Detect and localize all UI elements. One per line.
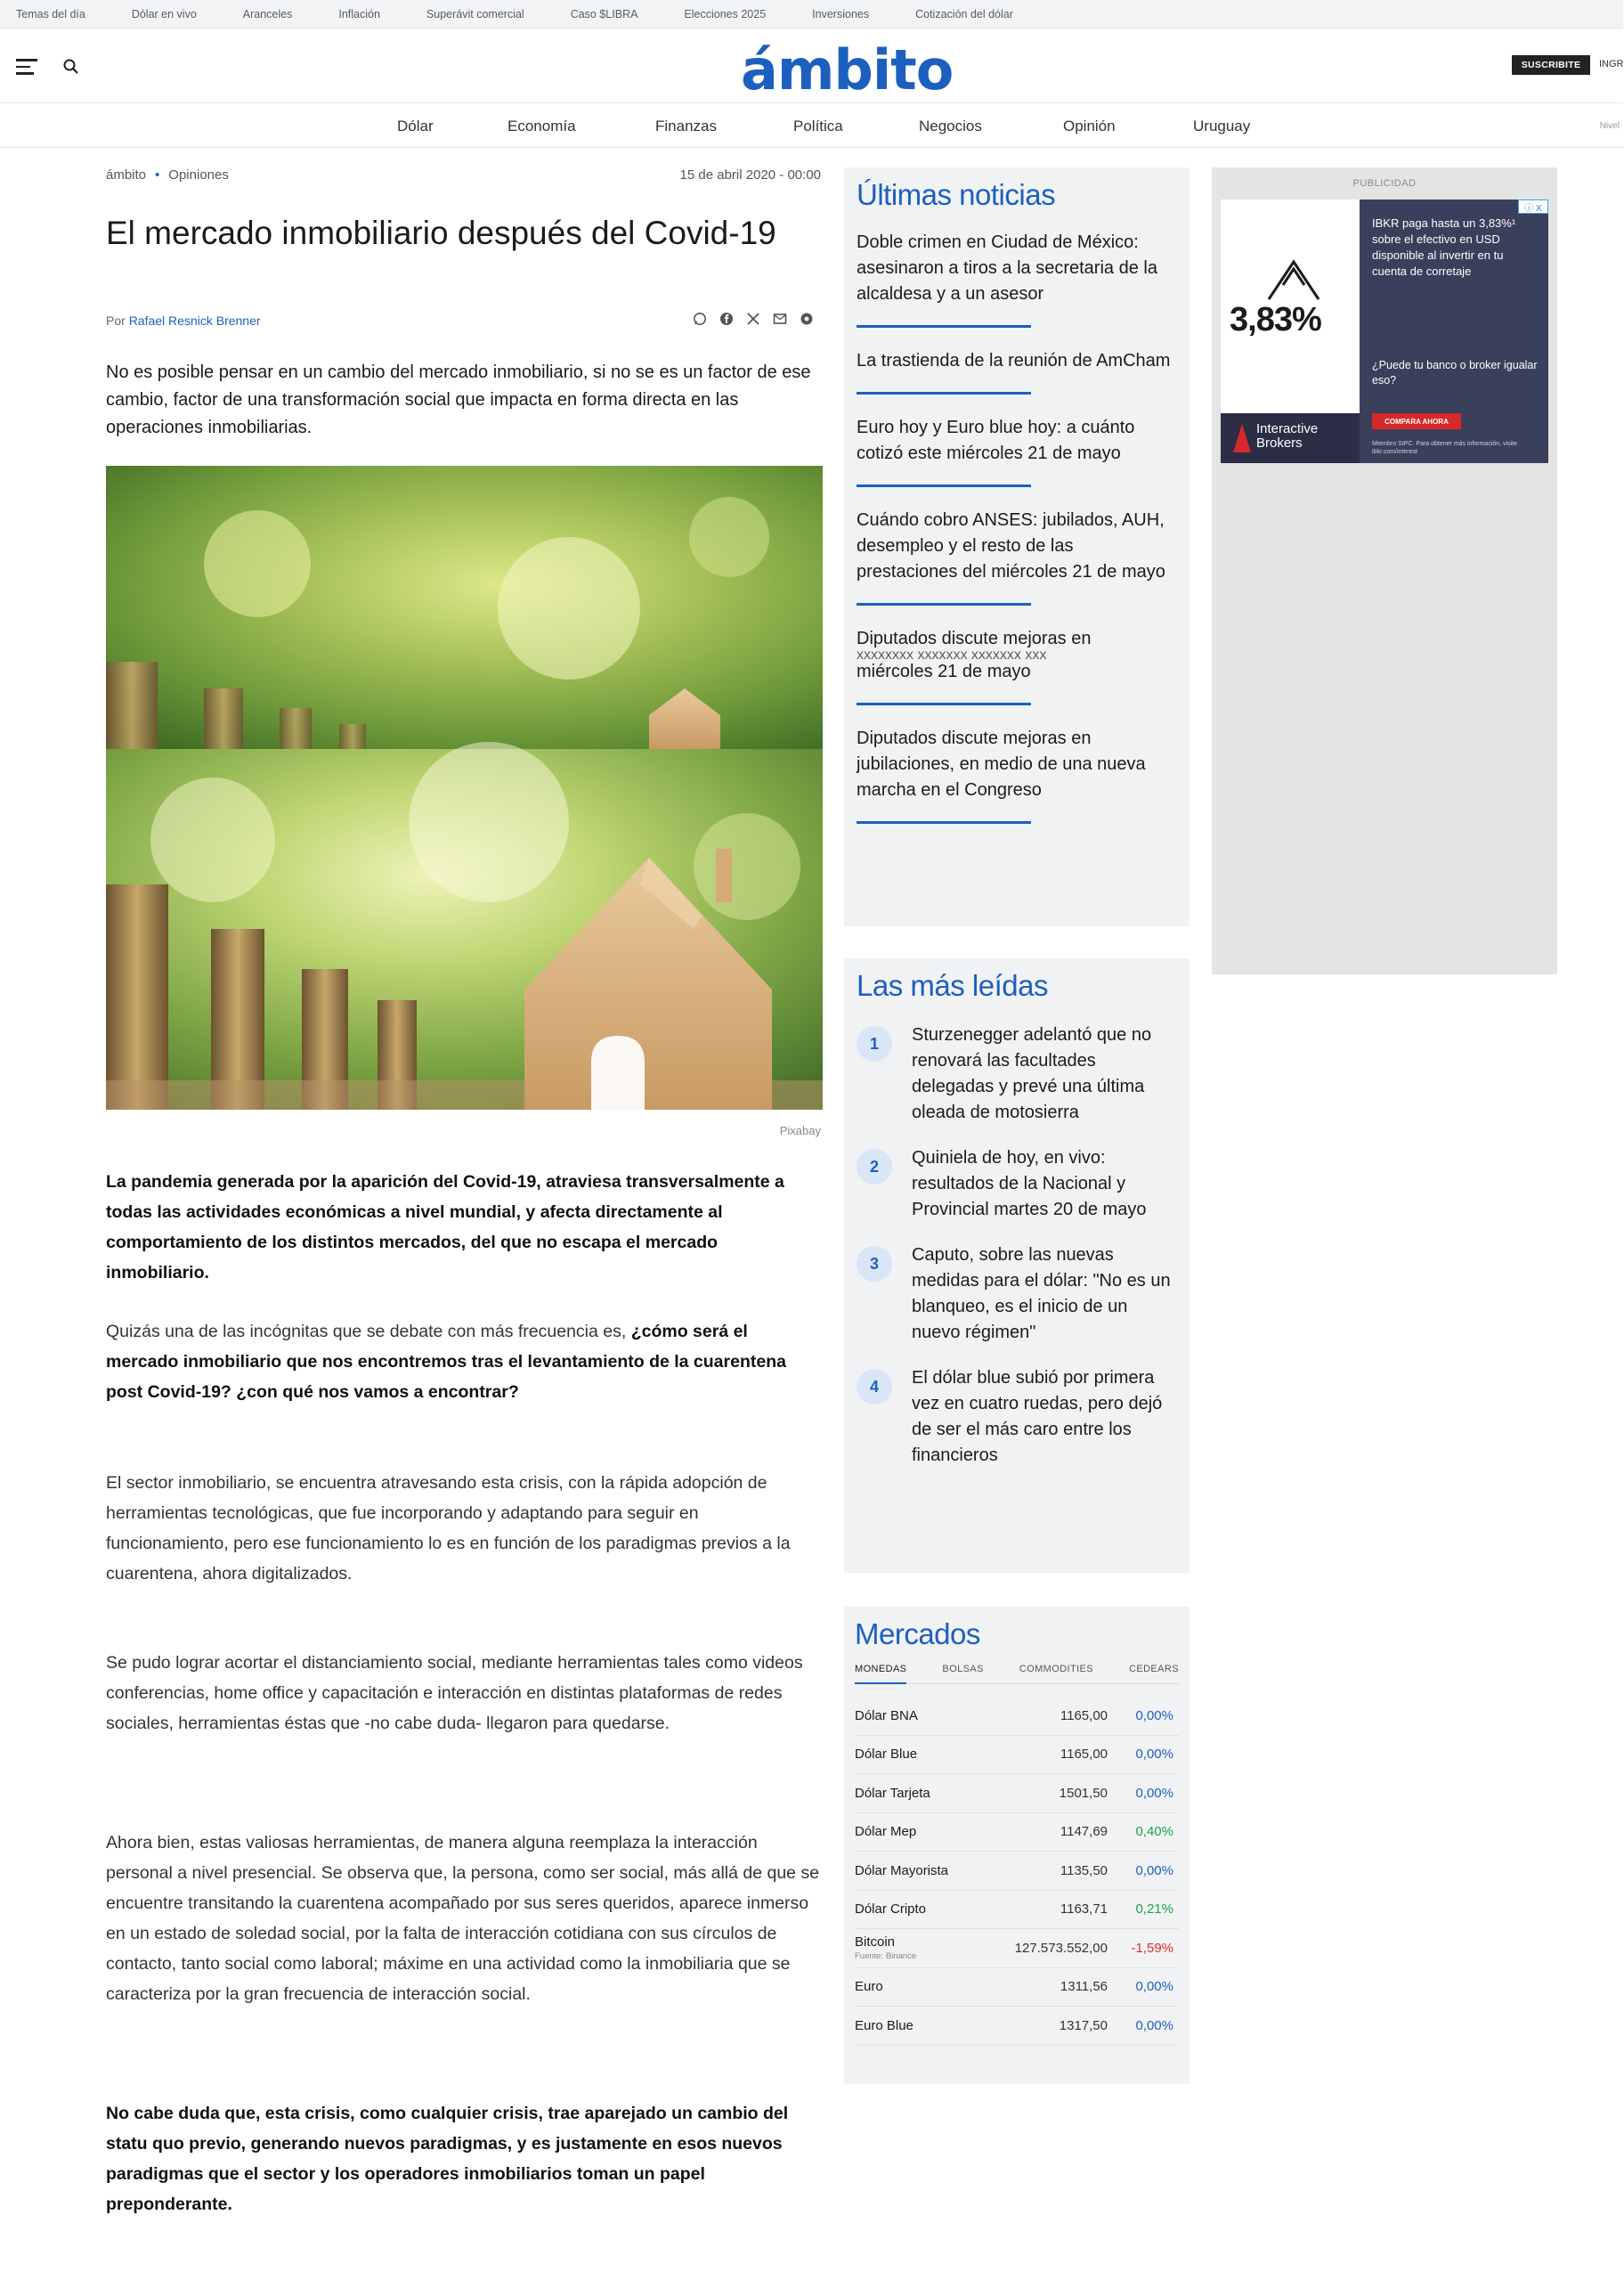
most-read-item[interactable] [857, 1022, 1177, 1126]
news-item[interactable]: Cuándo cobro ANSES: jubilados, AUH, desempleo y el resto de las prestaciones del miércoles 21 de mayo [857, 510, 1165, 582]
most-read-headline: Caputo, sobre las nuevas medidas para el dólar: "No es un blanqueo, es el inicio de un nuevo régimen" [912, 1245, 1171, 1342]
share-bar [693, 312, 814, 326]
ad-banner[interactable] [1221, 200, 1548, 463]
byline-prefix: Por [106, 314, 126, 328]
market-value: 1165,00 [1060, 1707, 1108, 1723]
market-value: 1147,69 [1060, 1824, 1108, 1840]
breadcrumb-home[interactable]: ámbito [106, 167, 147, 183]
market-change: -1,59% [1131, 1940, 1173, 1956]
topic-link[interactable]: Inflación [338, 7, 380, 20]
tab-monedas[interactable]: MONEDAS [855, 1664, 906, 1684]
market-row[interactable] [855, 1891, 1179, 1930]
news-separator [857, 392, 1031, 395]
market-change: 0,00% [1135, 1747, 1173, 1763]
topic-link[interactable]: Dólar en vivo [131, 7, 197, 20]
most-read-item[interactable] [857, 1242, 1177, 1346]
market-row[interactable] [855, 1774, 1179, 1813]
rank-badge: 2 [857, 1149, 892, 1185]
hamburger-menu-icon[interactable] [16, 59, 37, 75]
tab-bolsas[interactable]: BOLSAS [942, 1664, 984, 1674]
market-value: 127.573.552,00 [1014, 1940, 1108, 1956]
facebook-icon[interactable] [719, 312, 734, 326]
latest-news-title: Últimas noticias [857, 178, 1056, 211]
market-value: 1165,00 [1060, 1747, 1108, 1763]
article-paragraph-5: Ahora bien, estas valiosas herramientas, de manera alguna reemplaza la interacción personal a nivel presencial. Se observa que, la persona, como ser social, más allá de que se encuentre transitando la cuarentena acompañado por sus seres queridos, aparece inmerso en un estado de soledad social, por la falta de interacción cotidiana con sus círculos de contacto, tanto social como laboral; máxime en una actividad como la inmobiliaria que se caracteriza por la gran frecuencia de interacción social. [106, 1833, 820, 2004]
market-change: 0,00% [1135, 1785, 1173, 1801]
news-item[interactable]: Doble crimen en Ciudad de México: asesinaron a tiros a la secretaria de la alcaldesa y a un asesor [857, 232, 1157, 304]
subscribe-button[interactable]: SUSCRIBITE [1512, 55, 1590, 75]
article-date: 15 de abril 2020 - 00:00 [679, 167, 821, 183]
market-change: 0,00% [1135, 1979, 1173, 1995]
market-name [855, 1934, 1003, 1961]
most-read-headline: Sturzenegger adelantó que no renovará las facultades delegadas y prevé una última oleada de motosierra [912, 1025, 1152, 1122]
market-row[interactable] [855, 1852, 1179, 1891]
market-name-label: Dólar BNA [855, 1707, 918, 1723]
article-paragraph-1: La pandemia generada por la aparición del Covid-19, atraviesa transversalmente a todas las actividades económicas a nivel mundial, y afecta directamente al comportamiento de los distintos mercados, del que no escapa el mercado inmobiliario. [106, 1172, 784, 1282]
topic-link[interactable]: Caso $LIBRA [570, 7, 638, 20]
breadcrumb [106, 167, 229, 183]
markets-table [855, 1697, 1179, 2046]
ad-right-panel [1360, 200, 1548, 463]
market-name [855, 1863, 1003, 1878]
email-icon[interactable] [773, 312, 787, 326]
article-photo[interactable] [106, 466, 823, 1110]
market-change: 0,40% [1135, 1824, 1173, 1840]
rank-badge: 1 [857, 1026, 892, 1062]
photo-credit: Pixabay [779, 1124, 821, 1137]
article-title: El mercado inmobiliario después del Covid-19 [106, 215, 776, 251]
market-source: Fuente: Binance [855, 1951, 917, 1962]
most-read-item[interactable] [857, 1365, 1177, 1469]
most-read-panel [844, 958, 1190, 1573]
market-name-label: Euro Blue [855, 2017, 914, 2033]
market-name-label: Dólar Mayorista [855, 1862, 949, 1878]
market-change: 0,00% [1135, 1862, 1173, 1878]
top-topics-bar [0, 0, 1623, 28]
news-separator [857, 703, 1031, 705]
market-value: 1311,56 [1060, 1979, 1108, 1995]
market-name [855, 1979, 1003, 1994]
article-paragraph-4: Se pudo lograr acortar el distanciamiento social, mediante herramientas tales como videos conferencias, home office y capacitación e interacción en distintas plataformas de redes sociales, herramientas éstas que -no cabe duda- llegaron para quedarse. [106, 1653, 803, 1733]
nav-item-economia[interactable]: Economía [508, 118, 576, 134]
ad-cta-button[interactable]: COMPARA AHORA [1372, 413, 1461, 429]
link-icon[interactable] [800, 312, 814, 326]
site-logo[interactable]: ámbito [741, 37, 954, 102]
nav-item-opinion[interactable]: Opinión [1063, 118, 1116, 134]
markets-tabs [855, 1664, 1179, 1684]
interactive-brokers-logo-icon [1233, 424, 1251, 452]
news-item[interactable]: Diputados discute mejoras en jubilaciones, en medio de una nueva marcha en el Congreso [857, 729, 1146, 800]
news-separator [857, 484, 1031, 487]
topic-link[interactable]: Superávit comercial [426, 7, 524, 20]
news-item[interactable]: La trastienda de la reunión de AmCham [857, 351, 1171, 370]
breadcrumb-section[interactable]: Opiniones [168, 167, 229, 183]
news-item[interactable] [857, 626, 1177, 685]
most-read-headline: Quiniela de hoy, en vivo: resultados de la Nacional y Provincial martes 20 de mayo [912, 1148, 1147, 1219]
topic-link[interactable]: Aranceles [242, 7, 293, 20]
breadcrumb-separator: • [155, 167, 160, 183]
market-row[interactable] [855, 1929, 1179, 1968]
market-name-label: Dólar Blue [855, 1747, 918, 1763]
market-change: 0,00% [1135, 1707, 1173, 1723]
most-read-title: Las más leídas [857, 969, 1048, 1002]
nav-item-politica[interactable]: Política [793, 118, 843, 134]
latest-news-panel [844, 167, 1190, 926]
topic-link[interactable]: Inversiones [812, 7, 870, 20]
market-change: 0,00% [1135, 2017, 1173, 2033]
market-name-label: Bitcoin [855, 1934, 896, 1950]
news-item[interactable]: Euro hoy y Euro blue hoy: a cuánto cotizó este miércoles 21 de mayo [857, 418, 1135, 463]
nav-item-finanzas[interactable]: Finanzas [655, 118, 717, 134]
x-twitter-icon[interactable] [746, 312, 760, 326]
latest-news-list [857, 230, 1177, 824]
nav-item-dolar[interactable]: Dólar [397, 118, 434, 134]
news-item-line: miércoles 21 de mayo [857, 662, 1031, 681]
market-change: 0,21% [1135, 1901, 1173, 1918]
market-value: 1501,50 [1059, 1785, 1108, 1801]
market-row[interactable] [855, 1968, 1179, 2007]
market-value: 1317,50 [1059, 2017, 1108, 2033]
market-value: 1135,50 [1060, 1862, 1108, 1878]
nav-hint: Nivel [1599, 121, 1620, 131]
news-item-overlap-glitch: xxxxxxxx xxxxxxx xxxxxxx xxx [857, 647, 1047, 663]
market-row[interactable] [855, 2007, 1179, 2046]
article-paragraph-3: El sector inmobiliario, se encuentra atravesando esta crisis, con la rápida adopción de herramientas tecnológicas, que fue incorporando y adaptando para seguir en funcionamiento, pero ese funcionamiento lo es en función de los paradigmas previos a la cuarentena, ahora digitalizados. [106, 1473, 791, 1584]
market-name [855, 1824, 1003, 1839]
most-read-list [857, 1022, 1177, 1469]
ad-question: ¿Puede tu banco o broker igualar eso? [1372, 359, 1538, 387]
markets-panel [844, 1607, 1190, 2084]
article-paragraph-6: No cabe duda que, esta crisis, como cualquier crisis, trae aparejado un cambio del statu quo previo, generando nuevos paradigmas, y es justamente en esos nuevos paradigmas que el sector y los operadores inmobiliarios toman un papel preponderante. [106, 2104, 789, 2214]
market-name-label: Dólar Cripto [855, 1901, 927, 1918]
article-byline [106, 314, 261, 328]
ad-text: IBKR paga hasta un 3,83%¹ sobre el efectivo en USD disponible al invertir en tu cuenta de corretaje [1372, 216, 1516, 278]
market-name [855, 1901, 1003, 1917]
paragraph-2-bold: ¿cómo será el mercado inmobiliario que nos encontremos tras el levantamiento de la cuarentena post Covid-19? ¿con qué nos vamos a encontrar? [106, 1322, 786, 1402]
market-name [855, 1708, 1003, 1723]
paragraph-2-text: Quizás una de las incógnitas que se debate con más frecuencia es, [106, 1322, 631, 1341]
market-name [855, 2018, 1003, 2033]
whatsapp-icon[interactable] [693, 312, 707, 326]
article-paragraph-2 [106, 1316, 824, 1407]
market-row[interactable] [855, 1736, 1179, 1775]
up-arrow-icon [1265, 255, 1322, 301]
market-name [855, 1786, 1003, 1801]
article-lead: No es posible pensar en un cambio del mercado inmobiliario, si no se es un factor de ese cambio, factor de una transformación social que impacta en forma directa en las operaciones inmobiliarias. [106, 362, 811, 437]
search-icon[interactable] [62, 58, 80, 76]
market-name [855, 1747, 1003, 1762]
most-read-headline: El dólar blue subió por primera vez en cuatro ruedas, pero dejó de ser el más caro entre los financieros [912, 1368, 1163, 1465]
author-link[interactable]: Rafael Resnick Brenner [128, 314, 261, 328]
market-name-label: Euro [855, 1979, 883, 1995]
news-separator [857, 325, 1031, 328]
news-separator [857, 821, 1031, 824]
tab-commodities[interactable]: COMMODITIES [1019, 1664, 1094, 1674]
login-link[interactable]: INGR [1599, 59, 1624, 69]
nav-item-uruguay[interactable]: Uruguay [1193, 118, 1251, 134]
site-header [0, 28, 1623, 103]
rank-badge: 3 [857, 1246, 892, 1282]
ad-label: PUBLICIDAD [1352, 178, 1417, 189]
market-row[interactable] [855, 1813, 1179, 1852]
topic-link[interactable]: Elecciones 2025 [684, 7, 767, 20]
ad-footnote: Miembro SIPC. Para obtener más información, visite ibkr.com/interest [1372, 441, 1518, 455]
topic-link[interactable]: Cotización del dólar [915, 7, 1013, 20]
markets-title: Mercados [855, 1617, 980, 1650]
market-name-label: Dólar Tarjeta [855, 1785, 930, 1801]
news-item-line: Diputados discute mejoras en [857, 629, 1092, 648]
market-row[interactable] [855, 1697, 1179, 1736]
market-value: 1163,71 [1060, 1901, 1108, 1918]
ad-container [1212, 167, 1557, 974]
news-separator [857, 603, 1031, 606]
market-name-label: Dólar Mep [855, 1824, 917, 1840]
ad-brand-block [1221, 413, 1360, 463]
topic-link[interactable]: Temas del día [16, 7, 85, 20]
nav-item-negocios[interactable]: Negocios [919, 118, 982, 134]
ad-brand: Interactive Brokers [1256, 421, 1319, 451]
rank-badge: 4 [857, 1369, 892, 1405]
ad-close-icon[interactable]: ⓘ X [1518, 200, 1548, 214]
tab-cedears[interactable]: CEDEARS [1128, 1664, 1179, 1674]
most-read-item[interactable] [857, 1145, 1177, 1223]
main-nav [0, 103, 1623, 148]
ad-percent: 3,83% [1230, 301, 1321, 338]
